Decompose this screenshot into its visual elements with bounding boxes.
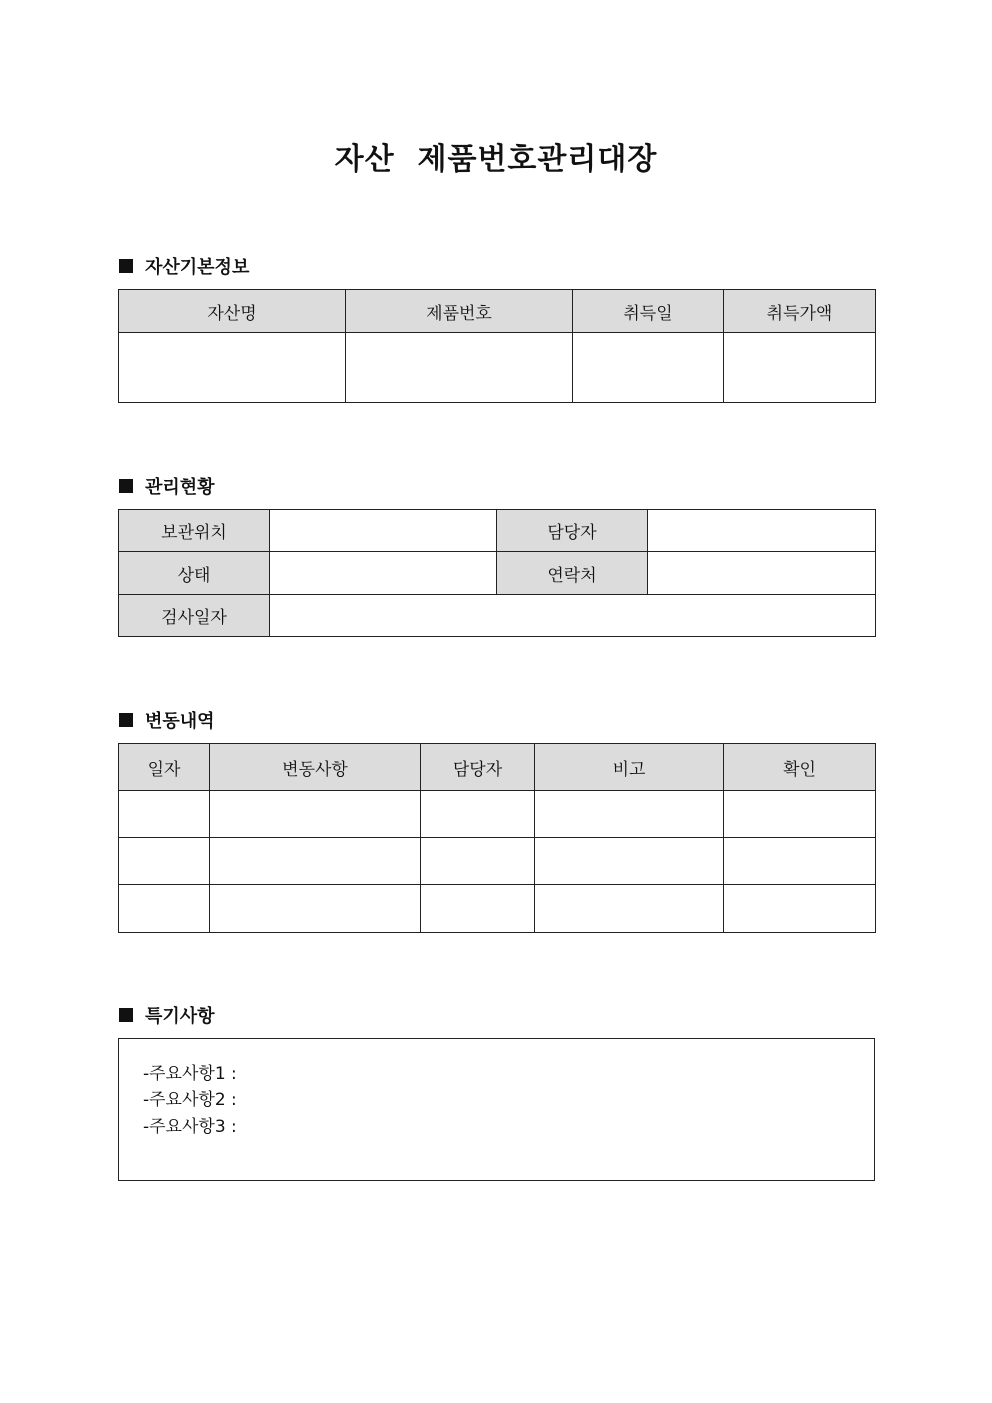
- contact-cell[interactable]: [648, 552, 876, 595]
- section-heading-change-history: [119, 707, 215, 733]
- header-date: 일자: [119, 744, 210, 791]
- label-manager: 담당자: [497, 510, 648, 552]
- header-change-details: 변동사항: [210, 744, 421, 791]
- header-acquisition-date: 취득일: [573, 290, 724, 333]
- manager-cell[interactable]: [648, 510, 876, 552]
- confirmation-cell[interactable]: [724, 885, 876, 933]
- inspection-date-cell[interactable]: [270, 595, 876, 637]
- header-confirmation: 확인: [724, 744, 876, 791]
- label-contact: 연락처: [497, 552, 648, 595]
- label-status: 상태: [119, 552, 270, 595]
- remarks-cell[interactable]: [535, 791, 724, 838]
- change-history-table: [118, 743, 876, 933]
- product-number-cell[interactable]: [346, 333, 573, 403]
- person-in-charge-cell[interactable]: [421, 791, 535, 838]
- person-in-charge-cell[interactable]: [421, 885, 535, 933]
- remarks-cell[interactable]: [535, 838, 724, 885]
- square-bullet-icon: [119, 1008, 133, 1022]
- location-cell[interactable]: [270, 510, 497, 552]
- acquisition-date-cell[interactable]: [573, 333, 724, 403]
- date-cell[interactable]: [119, 838, 210, 885]
- person-in-charge-cell[interactable]: [421, 838, 535, 885]
- section-heading-asset-info: [119, 253, 249, 279]
- table-row: [119, 885, 876, 933]
- header-acquisition-cost: 취득가액: [724, 290, 876, 333]
- header-asset-name: 자산명: [119, 290, 346, 333]
- label-inspection-date: 검사일자: [119, 595, 270, 637]
- table-row: [119, 838, 876, 885]
- square-bullet-icon: [119, 713, 133, 727]
- section-heading-management-status: [119, 473, 215, 499]
- confirmation-cell[interactable]: [724, 838, 876, 885]
- note-line-2: -주요사항2 :: [143, 1090, 237, 1110]
- asset-name-cell[interactable]: [119, 333, 346, 403]
- management-status-table: [118, 509, 876, 637]
- page-title: 자산 제품번호관리대장: [334, 142, 658, 177]
- square-bullet-icon: [119, 479, 133, 493]
- change-details-cell[interactable]: [210, 838, 421, 885]
- section-heading-special-notes: [119, 1002, 215, 1028]
- header-product-number: 제품번호: [346, 290, 573, 333]
- table-row: [119, 791, 876, 838]
- asset-info-table: [118, 289, 876, 403]
- section-heading-label: 특기사항: [145, 1006, 215, 1027]
- status-cell[interactable]: [270, 552, 497, 595]
- special-notes-box[interactable]: [118, 1038, 875, 1181]
- change-details-cell[interactable]: [210, 791, 421, 838]
- note-line-3: -주요사항3 :: [143, 1117, 237, 1137]
- square-bullet-icon: [119, 259, 133, 273]
- section-heading-label: 변동내역: [145, 711, 215, 732]
- acquisition-cost-cell[interactable]: [724, 333, 876, 403]
- header-remarks: 비고: [535, 744, 724, 791]
- note-line-1: -주요사항1 :: [143, 1064, 237, 1084]
- confirmation-cell[interactable]: [724, 791, 876, 838]
- header-person-in-charge: 담당자: [421, 744, 535, 791]
- section-heading-label: 자산기본정보: [145, 257, 250, 278]
- section-heading-label: 관리현황: [145, 477, 215, 498]
- label-location: 보관위치: [119, 510, 270, 552]
- date-cell[interactable]: [119, 791, 210, 838]
- remarks-cell[interactable]: [535, 885, 724, 933]
- date-cell[interactable]: [119, 885, 210, 933]
- change-details-cell[interactable]: [210, 885, 421, 933]
